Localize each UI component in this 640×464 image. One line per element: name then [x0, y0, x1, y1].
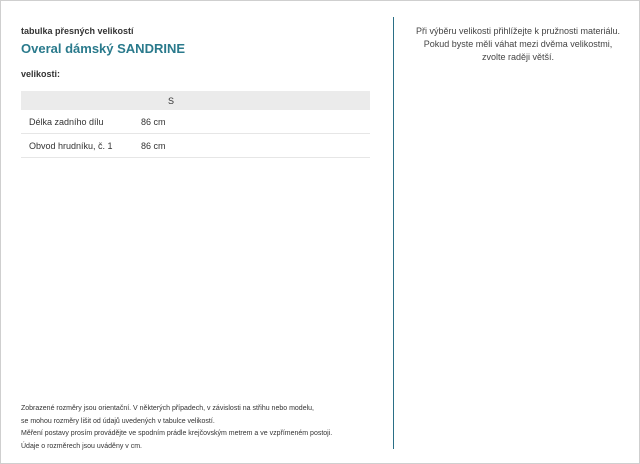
sizes-label: velikosti: [21, 69, 61, 79]
table-cell-spacer [201, 110, 370, 134]
disclaimer-line: Údaje o rozměrech jsou uváděny v cm. [21, 442, 142, 450]
measurement-name: Délka zadního dílu [21, 110, 141, 134]
size-table-header-spacer [201, 91, 370, 110]
size-advice-line: Pokud byste měli váhat mezi dvěma velikostmi, [423, 39, 613, 49]
size-table [21, 91, 370, 158]
size-table-header-label [21, 91, 141, 110]
chart-subtitle: tabulka přesných velikostí [21, 26, 134, 36]
size-advice-note [403, 25, 633, 64]
disclaimer-line: Měření postavy prosím provádějte ve spodním prádle krejčovským metrem a ve vzpřímeném postoji. [21, 430, 333, 437]
table-cell-spacer [201, 134, 370, 158]
size-advice-line: zvolte raději větší. [481, 52, 555, 62]
measurement-name: Obvod hrudníku, č. 1 [21, 134, 141, 158]
product-title: Overal dámský SANDRINE [21, 41, 186, 56]
measurement-value: 86 cm [141, 134, 201, 158]
size-table-header-row [21, 91, 370, 110]
measurement-value: 86 cm [141, 110, 201, 134]
size-chart-content [21, 25, 370, 151]
size-table-header-size-s: S [141, 91, 201, 110]
disclaimer-line: se mohou rozměry lišit od údajů uvedených v tabulce velikostí. [21, 417, 215, 425]
measurement-disclaimer [21, 403, 386, 453]
size-advice-line: Při výběru velikosti přihlížejte k pružnosti materiálu. [415, 26, 621, 36]
vertical-divider [393, 17, 394, 449]
table-row [21, 134, 370, 158]
table-row [21, 110, 370, 134]
disclaimer-line: Zobrazené rozměry jsou orientační. V některých případech, v závislosti na střihu nebo modelu, [21, 405, 314, 412]
